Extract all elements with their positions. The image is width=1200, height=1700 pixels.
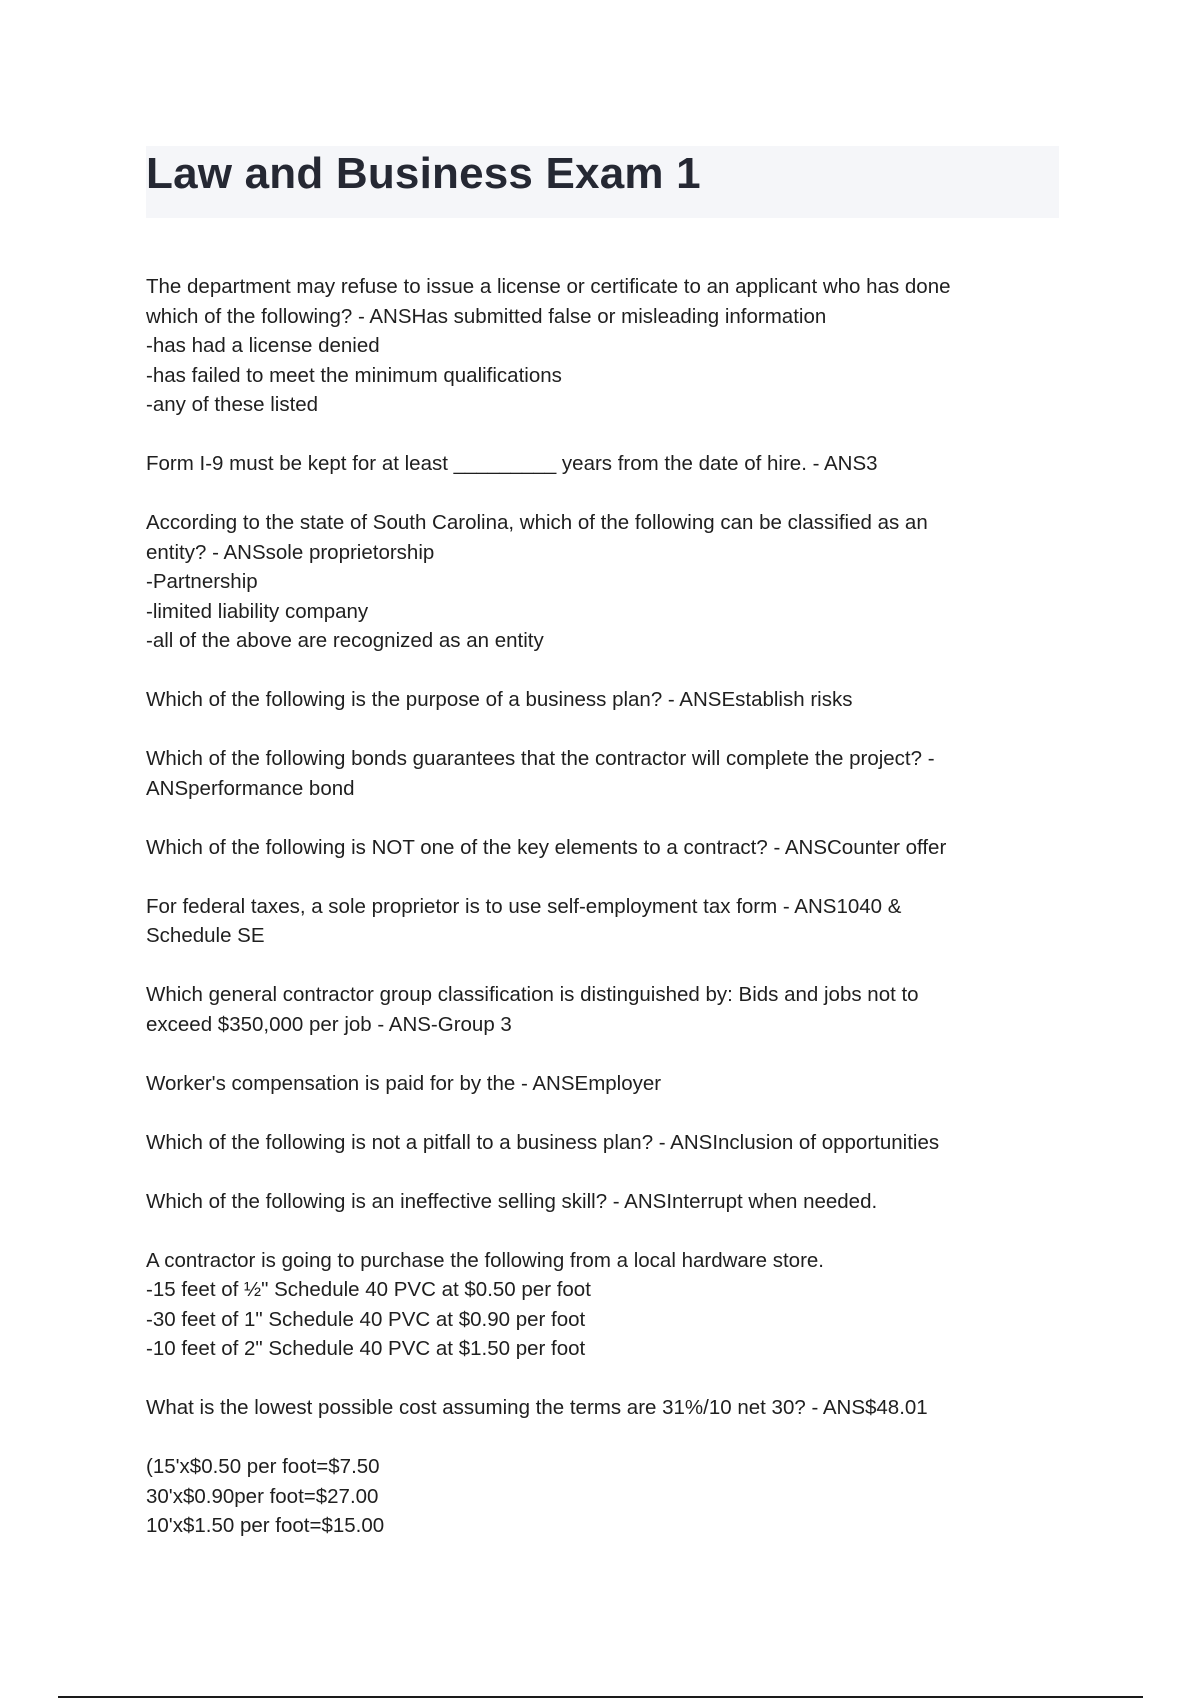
- qa-block: [146, 892, 1046, 951]
- text-line: For federal taxes, a sole proprietor is to use self-employment tax form - ANS1040 &: [146, 894, 902, 918]
- qa-block: [146, 1246, 1046, 1364]
- qa-text: [146, 833, 1046, 863]
- qa-block: [146, 449, 1046, 479]
- text-line: -10 feet of 2" Schedule 40 PVC at $1.50 per foot: [146, 1337, 586, 1360]
- text-line: (15'x$0.50 per foot=$7.50: [146, 1455, 380, 1478]
- text-line: Which of the following is not a pitfall to a business plan? - ANSInclusion of opportunities: [146, 1130, 940, 1154]
- qa-block: [146, 1393, 1046, 1423]
- qa-text: [146, 1393, 1046, 1423]
- qa-text: [146, 1452, 1046, 1541]
- text-line: Which of the following is the purpose of a business plan? - ANSEstablish risks: [146, 688, 853, 711]
- text-line: The department may refuse to issue a license or certificate to an applicant who has done: [146, 275, 951, 298]
- text-line: -limited liability company: [146, 599, 369, 623]
- text-line: What is the lowest possible cost assuming the terms are 31%/10 net 30? - ANS$48.01: [146, 1396, 928, 1419]
- qa-block: [146, 980, 1046, 1039]
- text-line: -any of these listed: [146, 393, 319, 416]
- qa-text: [146, 508, 1046, 656]
- qa-block: [146, 744, 1046, 803]
- text-line: -15 feet of ½" Schedule 40 PVC at $0.50 per foot: [146, 1278, 591, 1301]
- document-content: [146, 272, 1046, 1570]
- text-line: A contractor is going to purchase the following from a local hardware store.: [146, 1248, 824, 1272]
- qa-block: [146, 833, 1046, 863]
- qa-text: [146, 744, 1046, 803]
- qa-text: [146, 892, 1046, 951]
- text-line: 10'x$1.50 per foot=$15.00: [146, 1514, 385, 1537]
- qa-text: [146, 1128, 1046, 1158]
- text-line: exceed $350,000 per job - ANS-Group 3: [146, 1012, 512, 1036]
- qa-block: [146, 685, 1046, 715]
- text-line: Which of the following is an ineffective selling skill? - ANSInterrupt when needed.: [146, 1189, 878, 1213]
- text-line: which of the following? - ANSHas submitted false or misleading information: [146, 304, 827, 328]
- text-line: Which of the following is NOT one of the key elements to a contract? - ANSCounter offer: [146, 835, 947, 859]
- text-line: -all of the above are recognized as an entity: [146, 629, 544, 652]
- text-line: ANSperformance bond: [146, 776, 355, 800]
- qa-block: [146, 508, 1046, 656]
- text-line: Schedule SE: [146, 924, 265, 947]
- text-line: entity? - ANSsole proprietorship: [146, 540, 435, 564]
- qa-text: [146, 1246, 1046, 1364]
- text-line: -has failed to meet the minimum qualifications: [146, 363, 562, 387]
- qa-block: [146, 1452, 1046, 1541]
- text-line: -30 feet of 1" Schedule 40 PVC at $0.90 per foot: [146, 1307, 586, 1331]
- qa-text: [146, 1069, 1046, 1099]
- text-line: 30'x$0.90per foot=$27.00: [146, 1484, 379, 1508]
- qa-text: [146, 685, 1046, 715]
- text-line: -has had a license denied: [146, 334, 380, 357]
- qa-text: [146, 1187, 1046, 1217]
- text-line: Form I-9 must be kept for at least _________ years from the date of hire. - ANS3: [146, 452, 878, 475]
- qa-block: [146, 1128, 1046, 1158]
- text-line: Which general contractor group classification is distinguished by: Bids and jobs not to: [146, 983, 919, 1006]
- page-title: Law and Business Exam 1: [146, 149, 701, 198]
- qa-block: [146, 1069, 1046, 1099]
- qa-text: [146, 272, 1046, 420]
- qa-block: [146, 272, 1046, 420]
- text-line: -Partnership: [146, 570, 258, 593]
- qa-text: [146, 449, 1046, 479]
- qa-text: [146, 980, 1046, 1039]
- qa-block: [146, 1187, 1046, 1217]
- text-line: Which of the following bonds guarantees that the contractor will complete the project? -: [146, 747, 935, 770]
- text-line: According to the state of South Carolina, which of the following can be classified as an: [146, 511, 928, 534]
- text-line: Worker's compensation is paid for by the - ANSEmployer: [146, 1071, 662, 1095]
- footer-divider: [58, 1696, 1143, 1698]
